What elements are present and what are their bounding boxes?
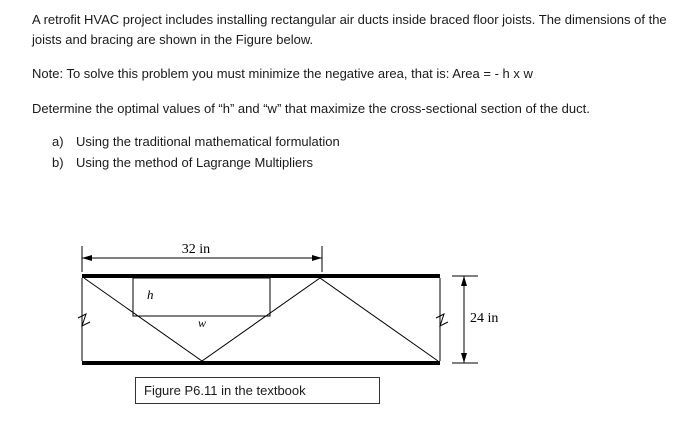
arrowhead-right [312,255,322,261]
list-marker: b) [52,155,64,170]
problem-note: Note: To solve this problem you must minimize the negative area, that is: Area = - h x w [32,66,533,81]
figure-caption: Figure P6.11 in the textbook [135,377,380,404]
arrowhead-up [461,276,467,286]
list-item-text: Using the method of Lagrange Multipliers [76,155,314,170]
w-label: w [197,316,207,330]
break-symbol-right [436,314,448,326]
h-label: h [147,287,154,302]
list-marker: a) [52,134,64,149]
problem-task: Determine the optimal values of “h” and “w” that maximize the cross-sectional section of the duct. [32,101,590,116]
height-label: 24 in [470,311,499,326]
duct-rectangle [133,278,270,316]
problem-intro: A retrofit HVAC project includes installing rectangular air ducts inside braced floor joists. The dimensions of the joists and bracing are shown in the Figure below. [32,12,667,47]
list-item-text: Using the traditional mathematical formulation [76,134,340,149]
arrowhead-left [82,255,92,261]
diagonal-bracing [84,278,438,361]
arrowhead-down [461,353,467,363]
break-symbol-left [78,314,90,326]
width-label: 32 in [181,242,211,257]
